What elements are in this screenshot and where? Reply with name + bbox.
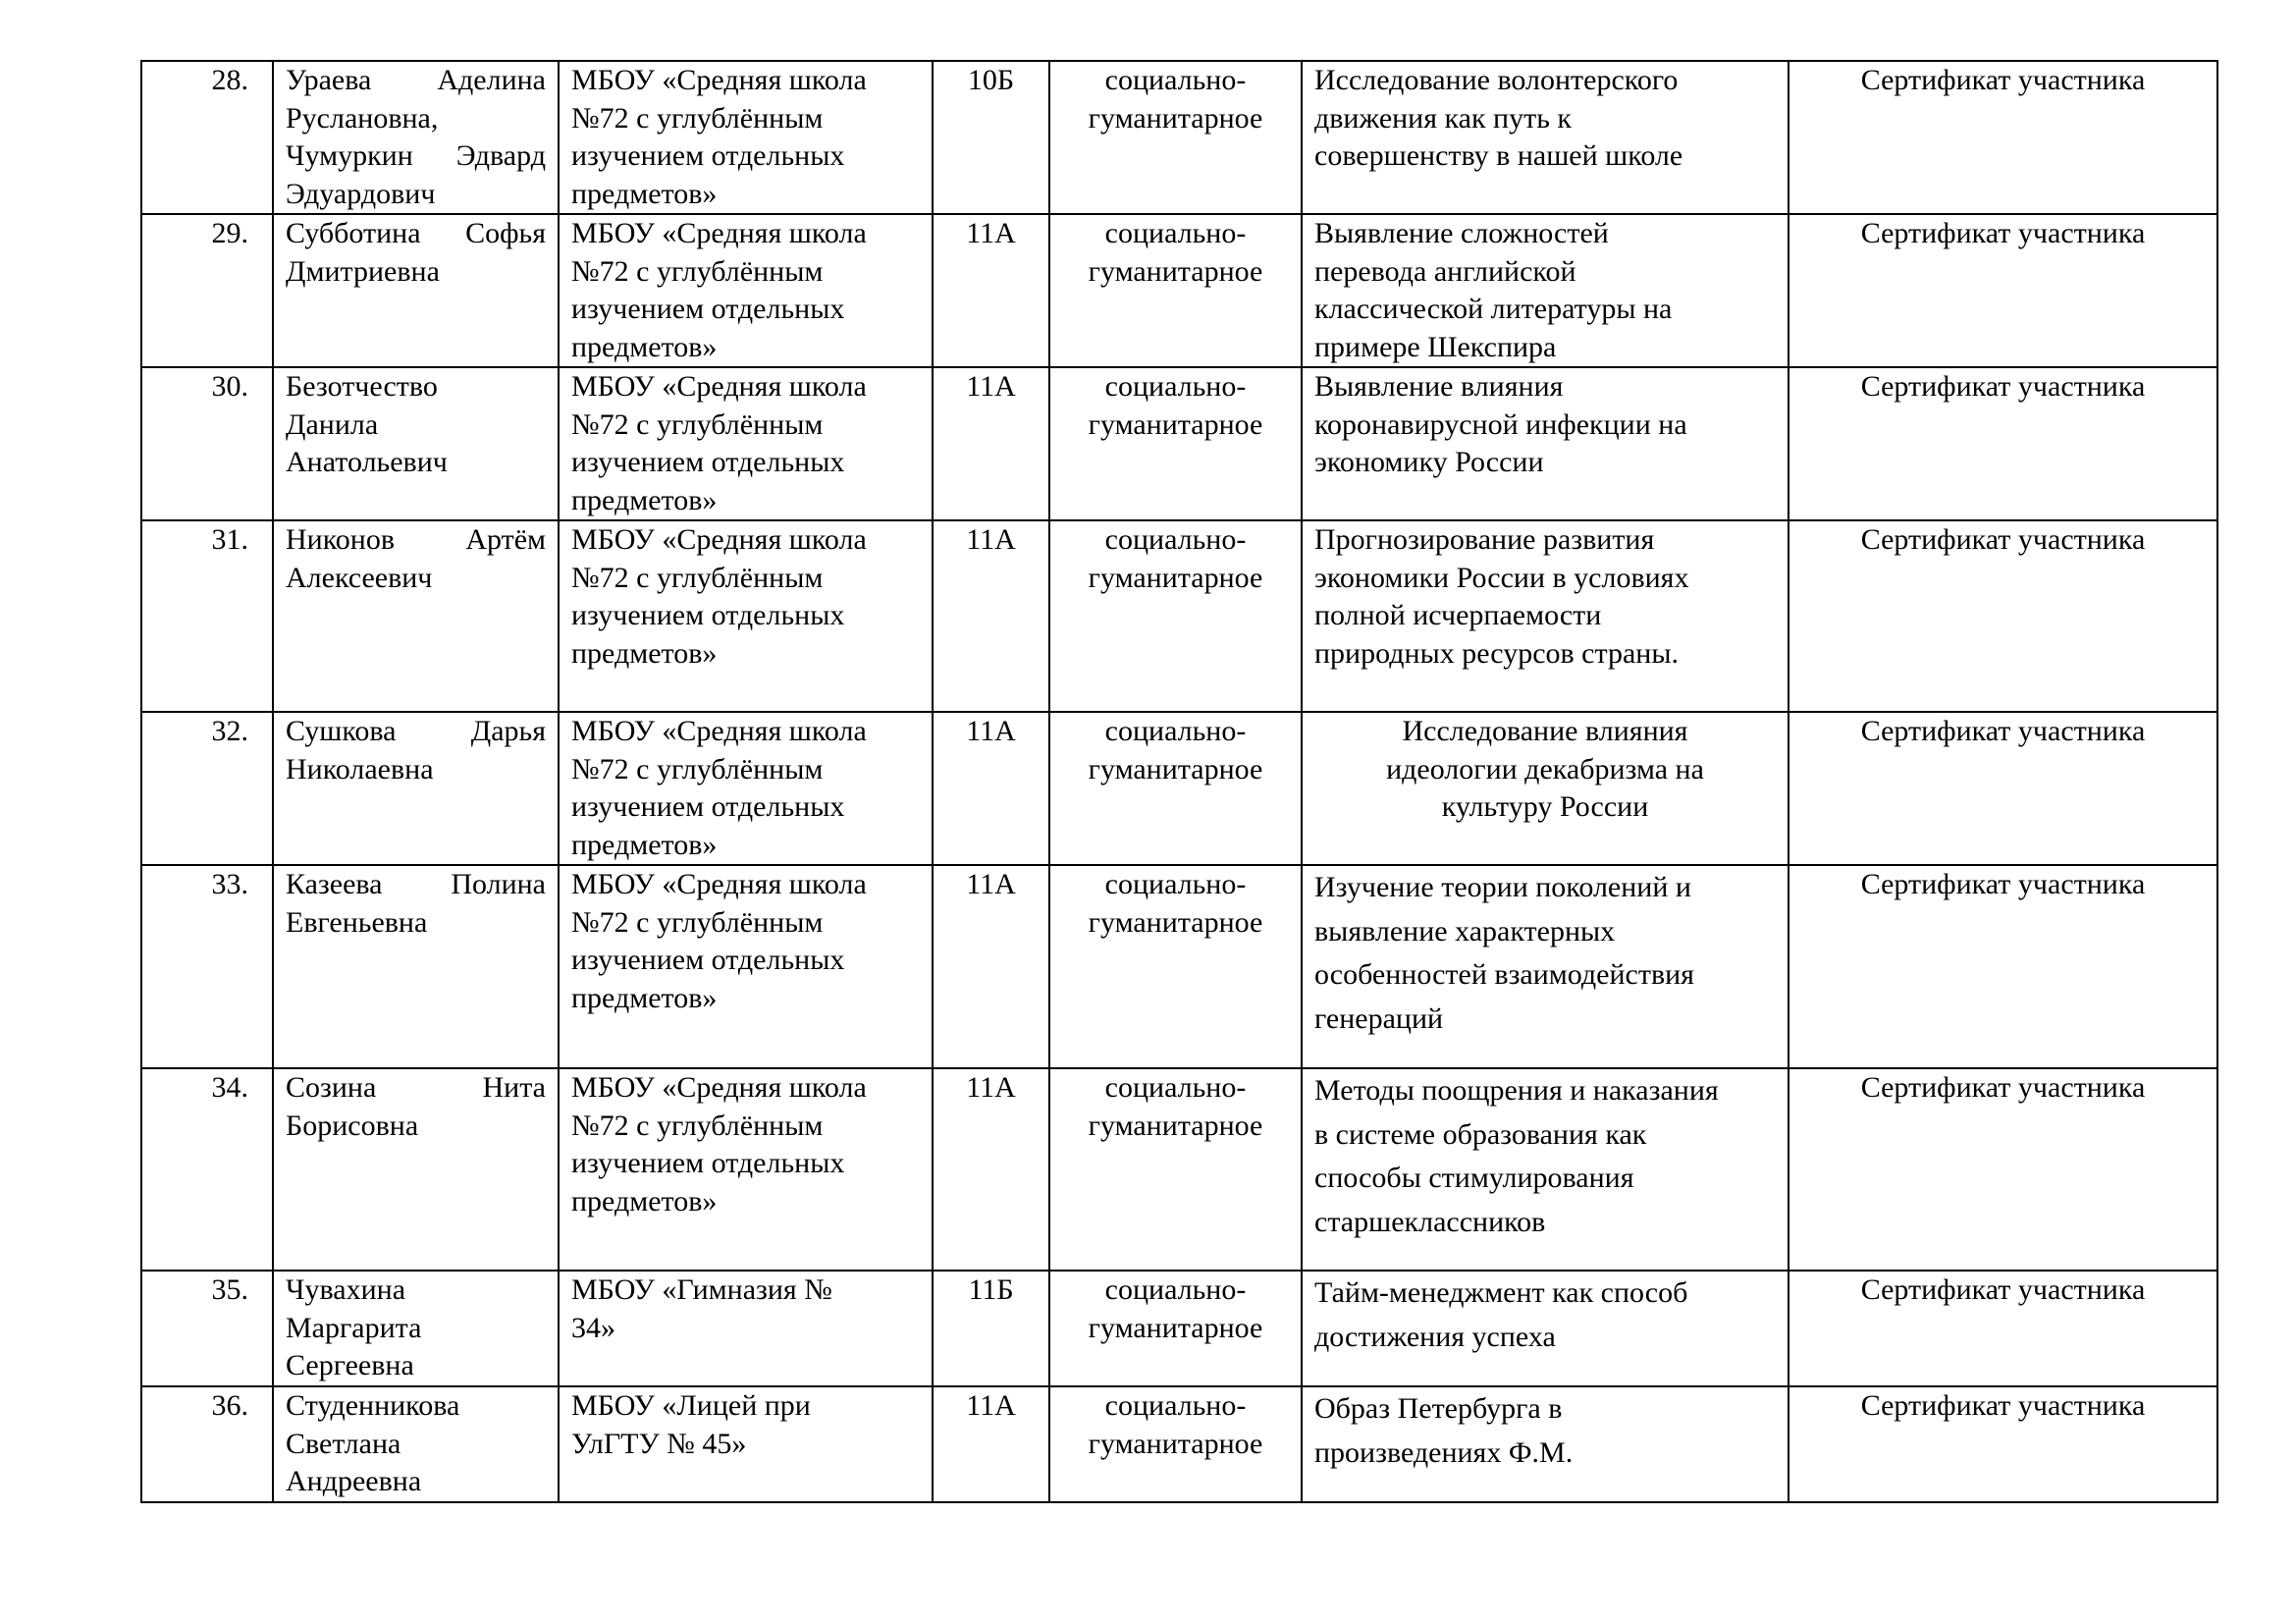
class-value: 11А (966, 217, 1016, 249)
participant-name-word: Артём (465, 523, 546, 556)
result-cell (1789, 61, 2217, 214)
table-row (141, 1271, 2217, 1386)
school-line: изучением отдельных (571, 599, 845, 631)
result-value: Сертификат участника (1860, 1071, 2146, 1104)
participant-name-word: Руслановна, (286, 101, 439, 135)
class-value: 11А (966, 370, 1016, 403)
participant-name-line (286, 1272, 546, 1310)
topic-cell (1302, 1068, 1789, 1271)
participant-name-cell (273, 61, 559, 214)
participant-name-line (286, 1108, 546, 1146)
school-line: МБОУ «Средняя школа (571, 370, 867, 403)
participant-name-line (286, 444, 546, 482)
table-row (141, 214, 2217, 367)
topic-cell (1302, 1271, 1789, 1386)
topic-line: экономики России в условиях (1314, 561, 1689, 594)
participant-name-line (286, 100, 546, 138)
table-row (141, 712, 2217, 865)
table-row (141, 1386, 2217, 1502)
participant-name-word: Дарья (470, 715, 546, 747)
topic-line: способы стимулирования (1314, 1162, 1634, 1194)
school-line: МБОУ «Средняя школа (571, 64, 867, 96)
participant-name-line (286, 521, 546, 560)
school-line: изучением отдельных (571, 790, 845, 823)
direction-line: социально- (1104, 1071, 1247, 1104)
school-cell (559, 865, 933, 1068)
participant-name-word: Алексеевич (286, 561, 433, 594)
class-cell (933, 520, 1049, 712)
result-cell (1789, 712, 2217, 865)
result-cell (1789, 1386, 2217, 1502)
participant-name-cell (273, 712, 559, 865)
direction-line: гуманитарное (1088, 407, 1263, 441)
result-cell (1789, 865, 2217, 1068)
direction-line: гуманитарное (1088, 101, 1263, 135)
participant-name-word: Эдуардович (286, 177, 436, 210)
school-line: УлГТУ № 45» (571, 1427, 747, 1460)
participant-name-cell (273, 1068, 559, 1271)
direction-line: социально- (1104, 715, 1247, 747)
row-number-cell (141, 214, 273, 367)
class-value: 11А (966, 715, 1016, 747)
row-number-cell (141, 61, 273, 214)
participant-name-line (286, 137, 546, 176)
topic-line: Исследование влияния (1402, 715, 1688, 747)
topic-line: Исследование волонтерского (1314, 64, 1679, 96)
participant-name-word: Андреевна (286, 1465, 422, 1497)
school-line: №72 с углублённым (571, 101, 824, 135)
topic-cell (1302, 712, 1789, 865)
row-number-cell (141, 520, 273, 712)
school-cell (559, 1068, 933, 1271)
topic-line: Тайм-менеджмент как способ (1314, 1276, 1688, 1309)
school-line: МБОУ «Гимназия № (571, 1273, 832, 1306)
row-number: 28. (211, 64, 248, 96)
participant-name-word: Борисовна (286, 1109, 419, 1142)
result-value: Сертификат участника (1860, 868, 2146, 900)
class-cell (933, 61, 1049, 214)
direction-cell (1049, 61, 1302, 214)
school-line: №72 с углублённым (571, 1109, 824, 1142)
school-cell (559, 367, 933, 520)
result-value: Сертификат участника (1860, 1389, 2146, 1422)
result-cell (1789, 520, 2217, 712)
class-cell (933, 1068, 1049, 1271)
direction-line: социально- (1104, 64, 1247, 96)
school-cell (559, 1271, 933, 1386)
participant-name-line (286, 1310, 546, 1348)
topic-cell (1302, 214, 1789, 367)
row-number: 33. (211, 868, 248, 900)
topic-line: произведениях Ф.М. (1314, 1435, 1574, 1469)
school-line: МБОУ «Средняя школа (571, 523, 867, 556)
topic-line: генераций (1314, 1001, 1444, 1035)
participant-name-cell (273, 1386, 559, 1502)
class-cell (933, 214, 1049, 367)
direction-cell (1049, 1271, 1302, 1386)
school-line: предметов» (571, 981, 718, 1014)
topic-line: особенностей взаимодействия (1314, 958, 1694, 991)
class-value: 11А (966, 1071, 1016, 1104)
topic-line: в системе образования как (1314, 1117, 1647, 1151)
class-cell (933, 1386, 1049, 1502)
participant-name-word: Сушкова (286, 715, 397, 747)
row-number: 31. (211, 523, 248, 556)
school-line: МБОУ «Лицей при (571, 1389, 811, 1422)
class-cell (933, 1271, 1049, 1386)
participant-name-word: Аделина (437, 64, 546, 96)
participant-name-cell (273, 1271, 559, 1386)
topic-line: природных ресурсов страны. (1314, 636, 1680, 670)
school-line: изучением отдельных (571, 446, 845, 478)
school-cell (559, 1386, 933, 1502)
topic-line: идеологии декабризма на (1386, 752, 1704, 785)
row-number-cell (141, 1068, 273, 1271)
participant-name-word: Сергеевна (286, 1349, 414, 1381)
direction-line: социально- (1104, 1389, 1247, 1422)
table-body (141, 61, 2217, 1502)
topic-line: коронавирусной инфекции на (1314, 407, 1687, 441)
direction-line: социально- (1104, 217, 1247, 249)
topic-line: перевода английской (1314, 254, 1576, 288)
direction-line: гуманитарное (1088, 561, 1263, 594)
participant-name-line (286, 1347, 546, 1385)
topic-line: совершенству в нашей школе (1314, 139, 1683, 172)
result-value: Сертификат участника (1860, 523, 2146, 556)
participant-name-line (286, 560, 546, 598)
participant-name-word: Студенникова (286, 1389, 460, 1422)
participant-name-word: Анатольевич (286, 446, 448, 478)
direction-line: гуманитарное (1088, 905, 1263, 939)
topic-line: классической литературы на (1314, 293, 1673, 325)
school-line: изучением отдельных (571, 139, 845, 172)
row-number: 32. (211, 715, 248, 747)
participant-name-line (286, 406, 546, 445)
direction-line: гуманитарное (1088, 1427, 1263, 1460)
school-cell (559, 214, 933, 367)
school-line: №72 с углублённым (571, 561, 824, 594)
topic-line: старшеклассников (1314, 1205, 1546, 1238)
result-cell (1789, 1271, 2217, 1386)
topic-line: движения как путь к (1314, 101, 1572, 135)
result-cell (1789, 1068, 2217, 1271)
class-value: 11А (966, 868, 1016, 900)
topic-cell (1302, 865, 1789, 1068)
class-value: 11Б (968, 1273, 1014, 1306)
topic-line: экономику России (1314, 446, 1544, 478)
school-cell (559, 520, 933, 712)
direction-cell (1049, 712, 1302, 865)
participant-name-line (286, 1069, 546, 1108)
result-value: Сертификат участника (1860, 64, 2146, 96)
topic-cell (1302, 520, 1789, 712)
participant-name-line (286, 904, 546, 943)
participant-name-cell (273, 214, 559, 367)
participant-name-word: Эдвард (455, 139, 546, 172)
result-value: Сертификат участника (1860, 217, 2146, 249)
participant-name-line (286, 176, 546, 214)
result-value: Сертификат участника (1860, 370, 2146, 403)
direction-line: гуманитарное (1088, 752, 1263, 785)
row-number-cell (141, 865, 273, 1068)
participant-name-cell (273, 367, 559, 520)
participant-name-cell (273, 865, 559, 1068)
school-line: предметов» (571, 330, 718, 363)
school-line: №72 с углублённым (571, 254, 824, 288)
participant-name-line (286, 713, 546, 751)
direction-line: гуманитарное (1088, 1109, 1263, 1142)
participant-name-line (286, 215, 546, 253)
participant-name-word: Маргарита (286, 1311, 422, 1344)
topic-line: полной исчерпаемости (1314, 599, 1602, 631)
participant-name-word: Созина (286, 1071, 377, 1104)
topic-cell (1302, 367, 1789, 520)
participant-name-line (286, 368, 546, 406)
class-value: 10Б (967, 64, 1015, 96)
table-row (141, 367, 2217, 520)
row-number: 35. (211, 1273, 248, 1306)
direction-line: социально- (1104, 868, 1247, 900)
table-row (141, 865, 2217, 1068)
direction-cell (1049, 1386, 1302, 1502)
school-line: МБОУ «Средняя школа (571, 1071, 867, 1104)
topic-line: Прогнозирование развития (1314, 523, 1655, 556)
participant-name-word: Чувахина (286, 1273, 406, 1306)
school-line: изучением отдельных (571, 293, 845, 325)
result-cell (1789, 367, 2217, 520)
participant-name-word: Чумуркин (286, 139, 413, 172)
school-line: предметов» (571, 483, 718, 516)
participant-name-word: Николаевна (286, 752, 434, 785)
class-value: 11А (966, 523, 1016, 556)
school-cell (559, 61, 933, 214)
topic-cell (1302, 61, 1789, 214)
topic-line: культуру России (1441, 790, 1649, 823)
school-line: предметов» (571, 177, 718, 210)
participant-name-line (286, 1426, 546, 1464)
participant-name-word: Евгеньевна (286, 905, 428, 939)
row-number-cell (141, 712, 273, 865)
class-value: 11А (966, 1389, 1016, 1422)
school-line: 34» (571, 1311, 615, 1344)
school-line: МБОУ «Средняя школа (571, 715, 867, 747)
topic-cell (1302, 1386, 1789, 1502)
participant-name-word: Ураева (286, 64, 372, 96)
row-number-cell (141, 1271, 273, 1386)
participant-name-word: Софья (465, 217, 546, 249)
result-value: Сертификат участника (1860, 1273, 2146, 1306)
participant-name-word: Казеева (286, 868, 383, 900)
direction-line: социально- (1104, 523, 1247, 556)
participant-name-line (286, 62, 546, 100)
participant-name-word: Полина (451, 868, 546, 900)
school-line: предметов» (571, 828, 718, 861)
direction-line: социально- (1104, 1273, 1247, 1306)
direction-cell (1049, 1068, 1302, 1271)
direction-line: гуманитарное (1088, 254, 1263, 288)
class-cell (933, 865, 1049, 1068)
topic-line: примере Шекспира (1314, 330, 1557, 363)
participant-name-word: Дмитриевна (286, 254, 440, 288)
participant-name-word: Данила (286, 407, 379, 441)
class-cell (933, 712, 1049, 865)
table-row (141, 520, 2217, 712)
direction-cell (1049, 214, 1302, 367)
topic-line: Методы поощрения и наказания (1314, 1074, 1719, 1107)
participants-table (140, 60, 2218, 1503)
participant-name-word: Светлана (286, 1427, 401, 1460)
topic-line: Образ Петербурга в (1314, 1392, 1563, 1425)
row-number: 29. (211, 217, 248, 249)
participant-name-cell (273, 520, 559, 712)
topic-line: выявление характерных (1314, 914, 1616, 947)
topic-line: Выявление влияния (1314, 370, 1564, 403)
school-line: предметов» (571, 1184, 718, 1218)
row-number: 36. (211, 1389, 248, 1422)
direction-line: социально- (1104, 370, 1247, 403)
result-cell (1789, 214, 2217, 367)
school-line: изучением отдельных (571, 1147, 845, 1179)
class-cell (933, 367, 1049, 520)
participant-name-word: Нита (482, 1071, 546, 1104)
participant-name-line (286, 1387, 546, 1426)
participant-name-line (286, 1463, 546, 1501)
direction-cell (1049, 865, 1302, 1068)
topic-line: Выявление сложностей (1314, 217, 1609, 249)
row-number-cell (141, 367, 273, 520)
table-row (141, 1068, 2217, 1271)
row-number-cell (141, 1386, 273, 1502)
direction-cell (1049, 367, 1302, 520)
participant-name-line (286, 866, 546, 904)
row-number: 30. (211, 370, 248, 403)
participant-name-word: Безотчество (286, 370, 438, 403)
participant-name-line (286, 253, 546, 292)
school-line: изучением отдельных (571, 944, 845, 976)
school-line: №72 с углублённым (571, 905, 824, 939)
topic-line: Изучение теории поколений и (1314, 871, 1691, 903)
participant-name-word: Никонов (286, 523, 395, 556)
direction-line: гуманитарное (1088, 1311, 1263, 1344)
result-value: Сертификат участника (1860, 715, 2146, 747)
topic-line: достижения успеха (1314, 1320, 1556, 1353)
school-line: МБОУ «Средняя школа (571, 217, 867, 249)
row-number: 34. (211, 1071, 248, 1104)
table-row (141, 61, 2217, 214)
direction-cell (1049, 520, 1302, 712)
participant-name-word: Субботина (286, 217, 421, 249)
school-line: №72 с углублённым (571, 752, 824, 785)
school-cell (559, 712, 933, 865)
school-line: предметов» (571, 636, 718, 670)
participant-name-line (286, 751, 546, 789)
school-line: МБОУ «Средняя школа (571, 868, 867, 900)
school-line: №72 с углублённым (571, 407, 824, 441)
